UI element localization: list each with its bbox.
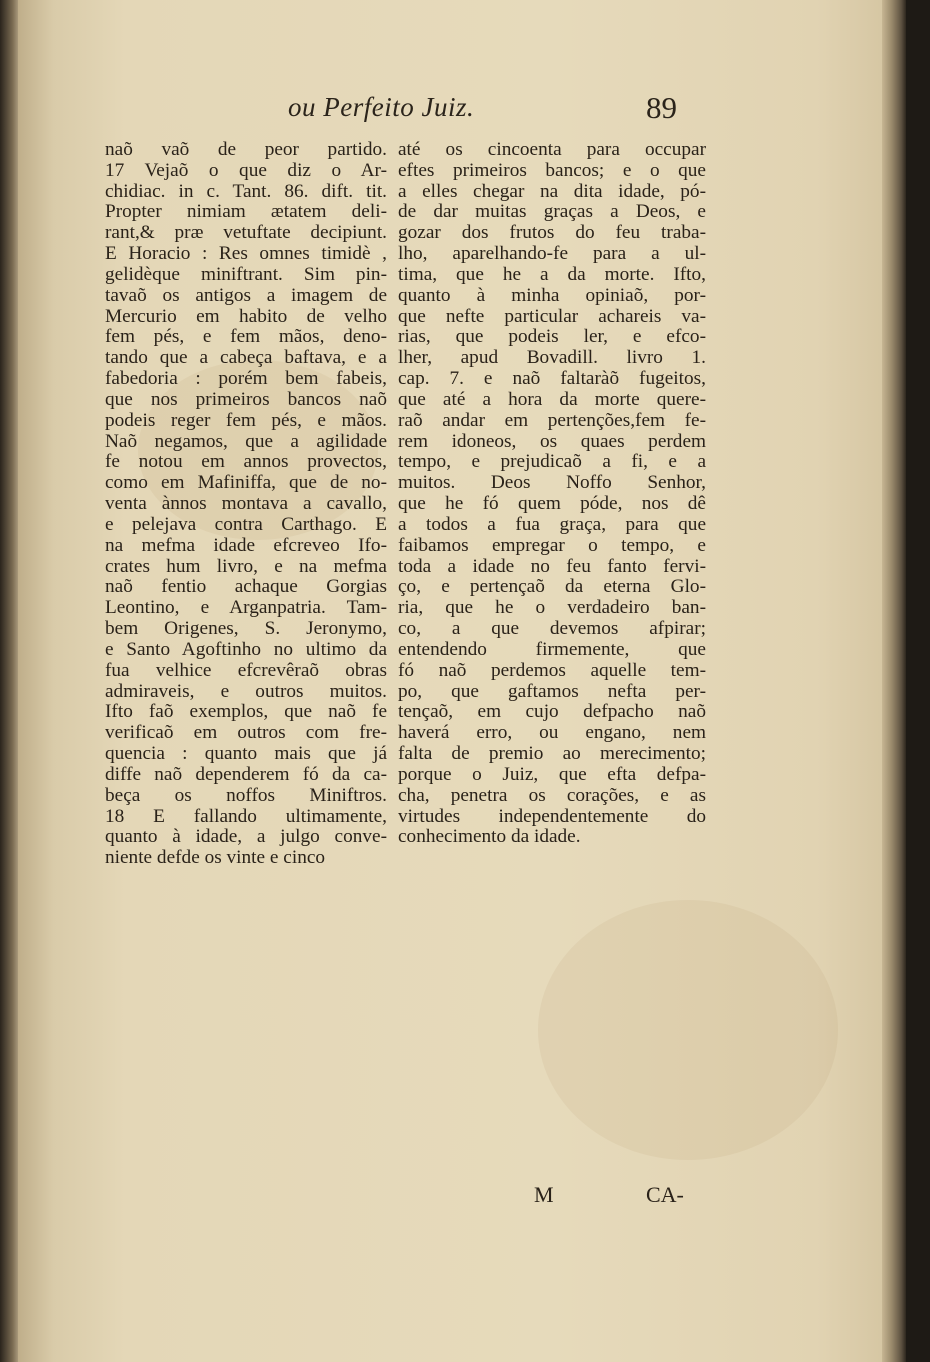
text-line: entendendo firmemente, que xyxy=(398,638,706,660)
text-line: venta ànnos montava a cavallo, xyxy=(105,493,387,515)
text-line: gozar dos frutos do feu traba- xyxy=(398,222,706,244)
text-line: beça os noffos Miniftros. xyxy=(105,784,387,806)
right-text-column xyxy=(398,140,706,848)
text-line: naõ fentio achaque Gorgias xyxy=(105,576,387,598)
text-line: que nos primeiros bancos naõ xyxy=(105,388,387,410)
text-line: tavaõ os antigos a imagem de xyxy=(105,284,387,306)
text-line: como em Mafiniffa, que de no- xyxy=(105,472,387,494)
text-line: falta de premio ao merecimento; xyxy=(398,743,706,765)
text-line: E Horacio : Res omnes timidè , xyxy=(105,243,387,265)
text-line: quanto à idade, a julgo conve- xyxy=(105,826,387,848)
text-line: quanto à minha opiniaõ, por- xyxy=(398,284,706,306)
text-line: ço, e pertençaõ da eterna Glo- xyxy=(398,576,706,598)
text-line: podeis reger fem pés, e mãos. xyxy=(105,409,387,431)
book-page xyxy=(18,0,906,1362)
text-line: muitos. Deos Noffo Senhor, xyxy=(398,472,706,494)
text-line: fe notou em annos provectos, xyxy=(105,451,387,473)
text-line: lho, aparelhando-fe para a ul- xyxy=(398,243,706,265)
text-line: Propter nimiam ætatem deli- xyxy=(105,201,387,223)
text-line: Naõ negamos, que a agilidade xyxy=(105,430,387,452)
text-line: virtudes independentemente do xyxy=(398,805,706,827)
text-line: a todos a fua graça, para que xyxy=(398,513,706,535)
text-line: gelidèque miniftrant. Sim pin- xyxy=(105,263,387,285)
text-line: rias, que podeis ler, e efco- xyxy=(398,326,706,348)
text-line: tando que a cabeça baftava, e a xyxy=(105,347,387,369)
text-line: cap. 7. e naõ faltaràõ fugeitos, xyxy=(398,368,706,390)
text-line: na mefma idade efcreveo Ifo- xyxy=(105,534,387,556)
text-line: bem Origenes, S. Jeronymo, xyxy=(105,618,387,640)
text-line: Leontino, e Arganpatria. Tam- xyxy=(105,597,387,619)
signature-mark: M xyxy=(534,1182,554,1207)
text-line: eftes primeiros bancos; e o que xyxy=(398,159,706,181)
text-line: quencia : quanto mais que já xyxy=(105,743,387,765)
text-line: faibamos empregar o tempo, e xyxy=(398,534,706,556)
text-line: conhecimento da idade. xyxy=(398,826,581,848)
text-line: fua velhice efcrevêraõ obras xyxy=(105,659,387,681)
text-line: até os cincoenta para occupar xyxy=(398,139,706,160)
text-line: e Santo Agoftinho no ultimo da xyxy=(105,638,387,660)
running-title: ou Perfeito Juiz. xyxy=(288,92,475,122)
text-line: que nefte particular achareis va- xyxy=(398,305,706,327)
text-line: ria, que he o verdadeiro ban- xyxy=(398,597,706,619)
text-line: Ifto faõ exemplos, que naõ fe xyxy=(105,701,387,723)
text-line: haverá erro, ou engano, nem xyxy=(398,722,706,744)
text-line: a elles chegar na dita idade, pó- xyxy=(398,180,706,202)
text-line: admiraveis, e outros muitos. xyxy=(105,680,387,702)
text-line: que até a hora da morte querе- xyxy=(398,388,706,410)
text-line: porque o Juiz, que efta defpa- xyxy=(398,763,706,785)
paper-stain xyxy=(538,900,838,1160)
text-line: naõ vaõ de peor partido. xyxy=(105,139,387,160)
left-text-column xyxy=(105,140,387,869)
text-line: cha, penetra os corações, e as xyxy=(398,784,706,806)
text-line: diffe naõ dependerem fó da ca- xyxy=(105,763,387,785)
text-line: tençaõ, em cujo defpacho naõ xyxy=(398,701,706,723)
text-line: rant,& præ vetuftate decipiunt. xyxy=(105,222,387,244)
text-line: crates hum livro, e na mefma xyxy=(105,555,387,577)
text-line: niente defde os vinte e cinco xyxy=(105,847,326,869)
book-spine-shadow xyxy=(0,0,18,1362)
text-line: fem pés, e fem mãos, deno- xyxy=(105,326,387,348)
text-line: fó naõ perdemos aquelle tem- xyxy=(398,659,706,681)
text-line: 18 E fallando ultimamente, xyxy=(105,805,387,827)
text-line: tima, que he a da morte. Ifto, xyxy=(398,263,706,285)
text-line: raõ andar em pertenções,fem fe- xyxy=(398,409,706,431)
page-edge-shadow xyxy=(882,0,906,1362)
text-line: verificaõ em outros com fre- xyxy=(105,722,387,744)
page-header xyxy=(18,86,906,126)
text-line: Mercurio em habito de velho xyxy=(105,305,387,327)
text-line: po, que gaftamos nefta per- xyxy=(398,680,706,702)
text-line: co, a que devemos afpirar; xyxy=(398,618,706,640)
text-line: tempo, e prejudicaõ a fi, e a xyxy=(398,451,706,473)
text-line: fabedoria : porém bem fabeis, xyxy=(105,368,387,390)
catchword: CA- xyxy=(646,1182,684,1207)
text-line: toda a idade no feu fanto fervi- xyxy=(398,555,706,577)
page-number: 89 xyxy=(646,90,677,125)
text-line: 17 Vejaõ o que diz o Ar- xyxy=(105,159,387,181)
text-line: lher, apud Bovadill. livro 1. xyxy=(398,347,706,369)
text-line: e pelejava contra Carthago. E xyxy=(105,513,387,535)
page-footer xyxy=(18,1182,906,1212)
text-line: rem idoneos, os quaes perdem xyxy=(398,430,706,452)
text-line: que he fó quem póde, nos dê xyxy=(398,493,706,515)
text-line: chidiac. in c. Tant. 86. dift. tit. xyxy=(105,180,387,202)
text-line: de dar muitas graças a Deos, e xyxy=(398,201,706,223)
